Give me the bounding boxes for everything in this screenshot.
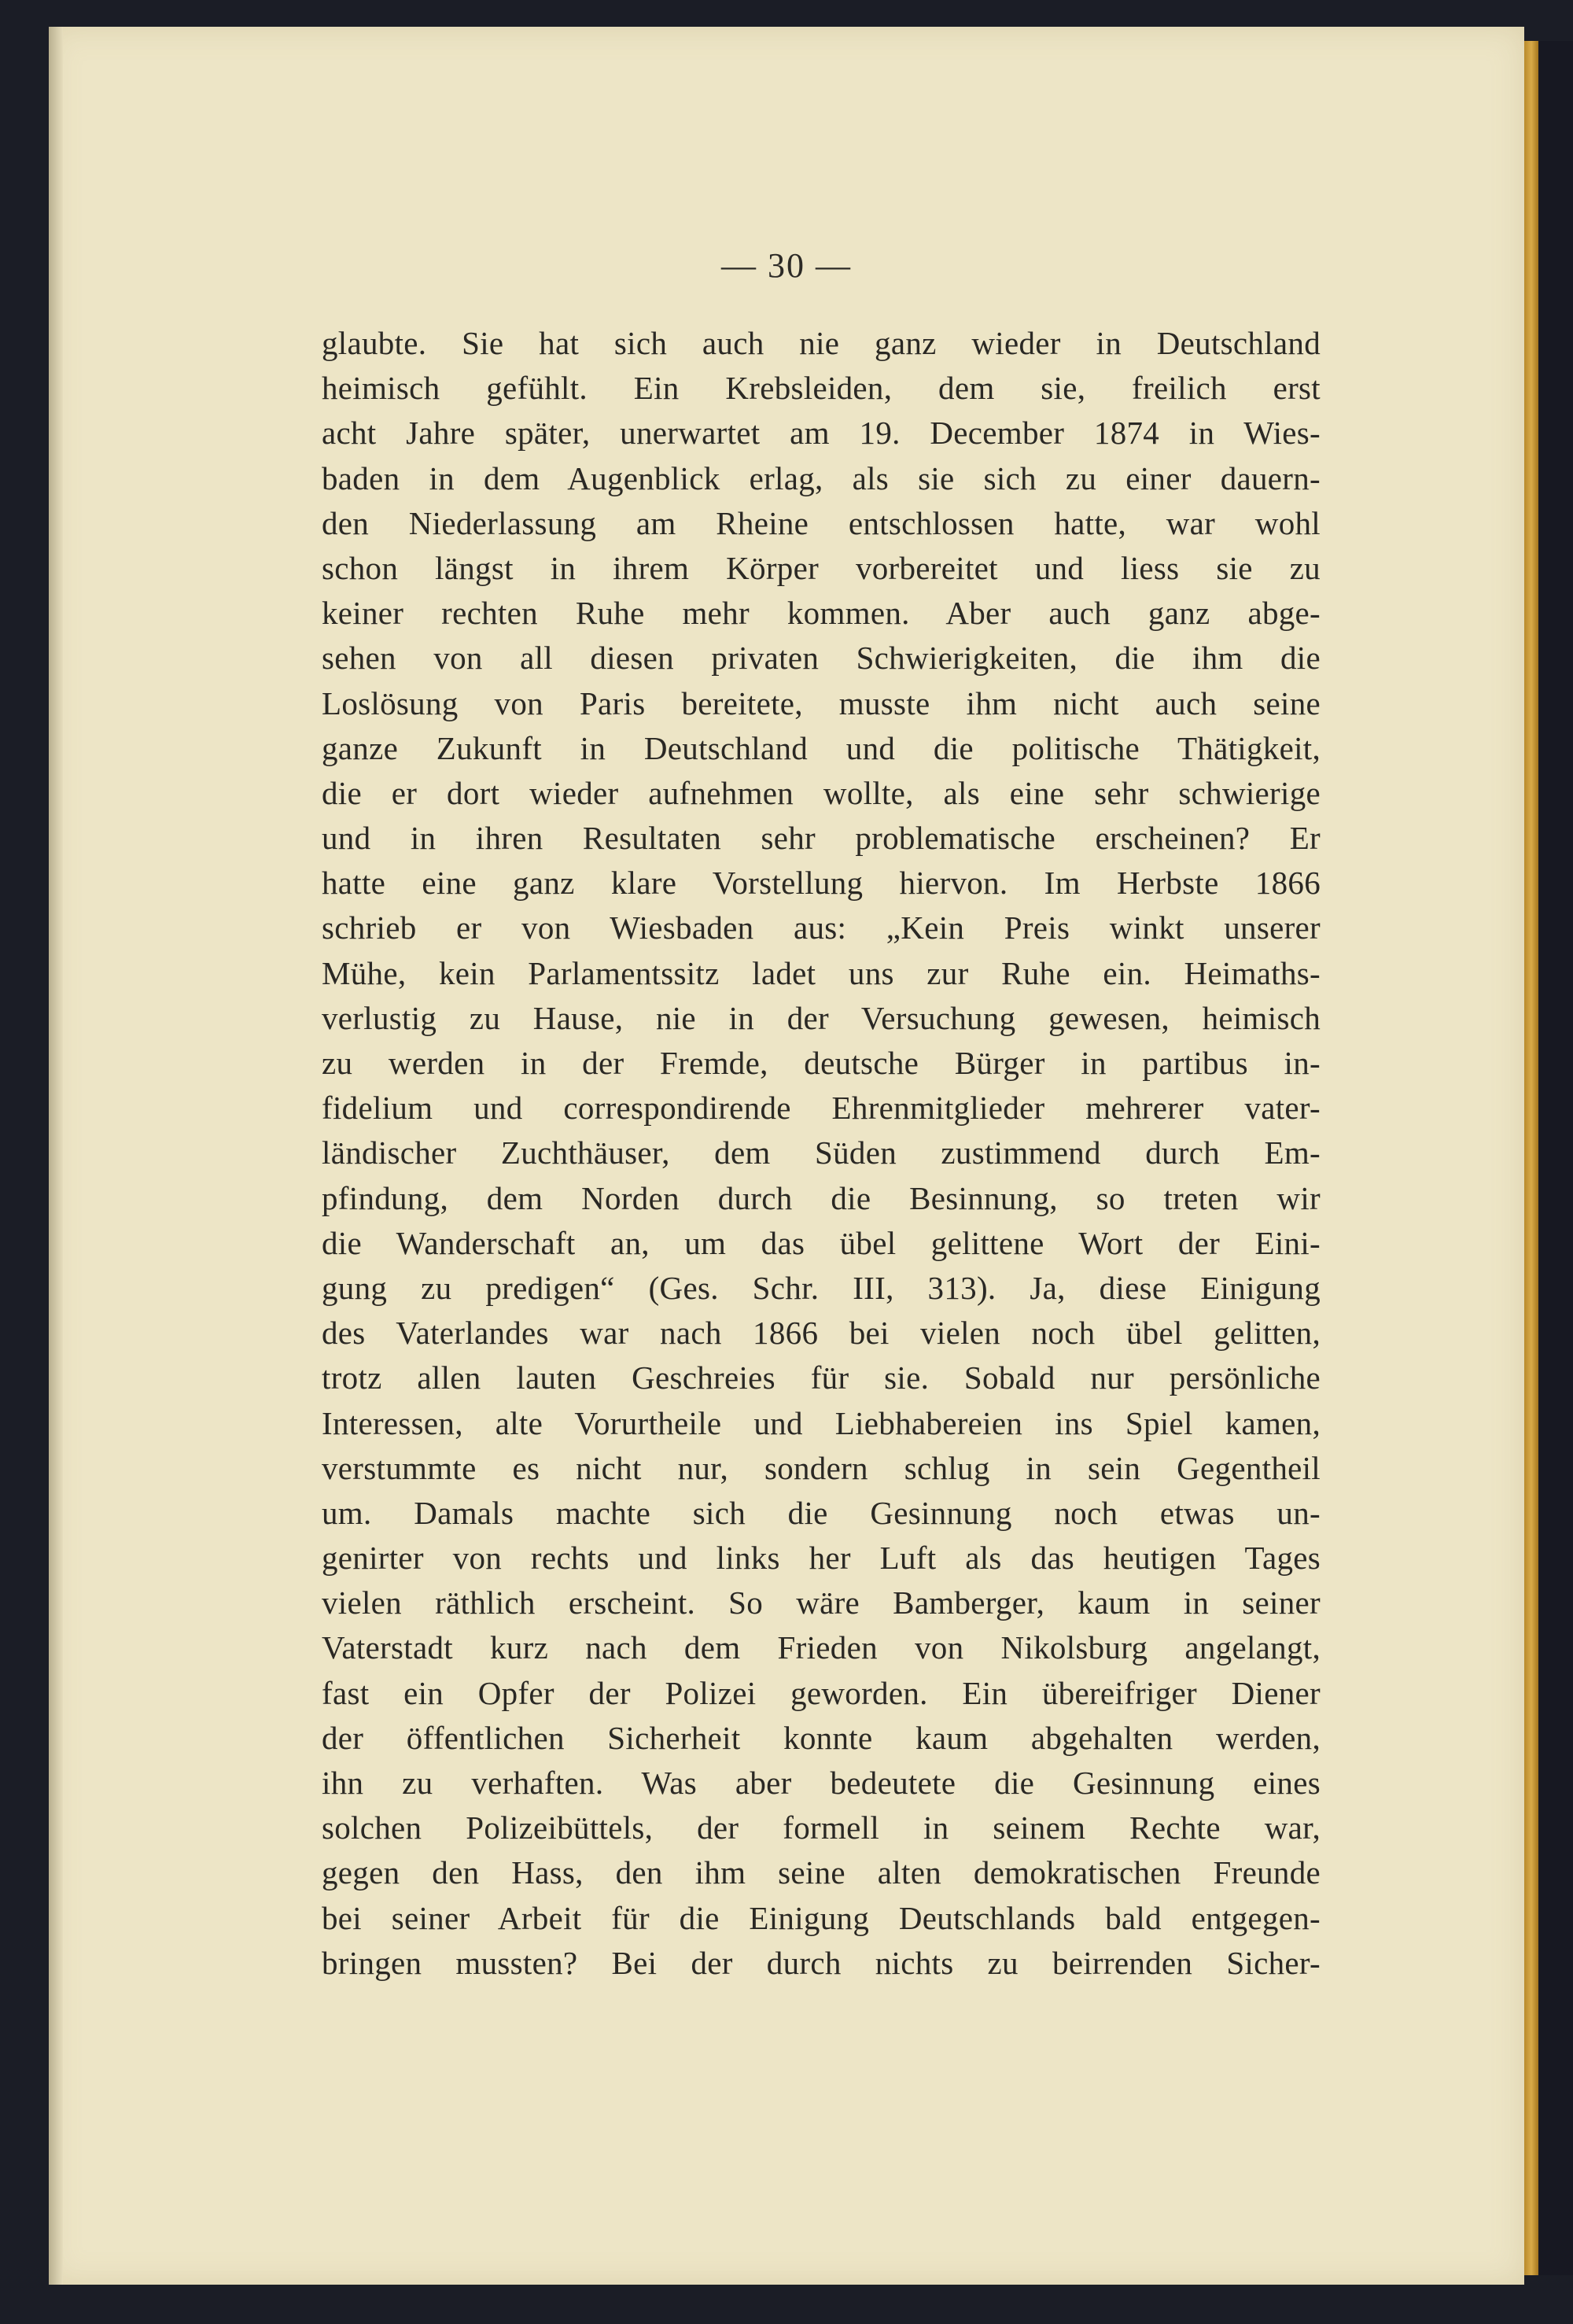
- text-line: trotz allen lauten Geschreies für sie. Sobald nur persönliche: [322, 1359, 1321, 1396]
- text-line: heimisch gefühlt. Ein Krebsleiden, dem sie, freilich erst: [322, 370, 1321, 407]
- text-line: bringen mussten? Bei der durch nichts zu beirrenden Sicher-: [322, 1944, 1321, 1981]
- text-line: und in ihren Resultaten sehr problematische erscheinen? Er: [322, 820, 1321, 857]
- text-line: schon längst in ihrem Körper vorbereitet und liess sie zu: [322, 549, 1321, 586]
- text-line: die er dort wieder aufnehmen wollte, als eine sehr schwierige: [322, 774, 1321, 811]
- page-number: — 30 —: [721, 246, 852, 285]
- scan-background: [1538, 41, 1573, 2275]
- text-line: schrieb er von Wiesbaden aus: „Kein Preis winkt unserer: [322, 909, 1321, 946]
- text-line: baden in dem Augenblick erlag, als sie sich zu einer dauern-: [322, 459, 1321, 496]
- text-line: sehen von all diesen privaten Schwierigkeiten, die ihm die: [322, 640, 1321, 677]
- text-line: solchen Polizeibüttels, der formell in seinem Rechte war,: [322, 1809, 1321, 1846]
- text-line: fidelium und correspondirende Ehrenmitglieder mehrerer vater-: [322, 1090, 1321, 1127]
- text-line: Mühe, kein Parlamentssitz ladet uns zur Ruhe ein. Heimaths-: [322, 954, 1321, 991]
- text-line: keiner rechten Ruhe mehr kommen. Aber auch ganz abge-: [322, 595, 1321, 632]
- body-text: [322, 321, 1321, 1986]
- text-line: des Vaterlandes war nach 1866 bei vielen noch übel gelitten,: [322, 1315, 1321, 1352]
- text-line: hatte eine ganz klare Vorstellung hiervon. Im Herbste 1866: [322, 865, 1321, 902]
- text-line: ländischer Zuchthäuser, dem Süden zustimmend durch Em-: [322, 1134, 1321, 1171]
- text-line: gegen den Hass, den ihm seine alten demokratischen Freunde: [322, 1854, 1321, 1891]
- book-cover-edge: [1524, 41, 1538, 2275]
- text-line: genirter von rechts und links her Luft als das heutigen Tages: [322, 1540, 1321, 1577]
- text-line: Loslösung von Paris bereitete, musste ihm nicht auch seine: [322, 684, 1321, 721]
- text-line: den Niederlassung am Rheine entschlossen hatte, war wohl: [322, 504, 1321, 541]
- text-line: vielen räthlich erscheint. So wäre Bamberger, kaum in seiner: [322, 1584, 1321, 1621]
- page-binding-edge: [49, 27, 63, 2285]
- text-line: pfindung, dem Norden durch die Besinnung, so treten wir: [322, 1179, 1321, 1216]
- text-line: bei seiner Arbeit für die Einigung Deutschlands bald entgegen-: [322, 1899, 1321, 1936]
- text-line: acht Jahre später, unerwartet am 19. December 1874 in Wies-: [322, 415, 1321, 452]
- text-line: ihn zu verhaften. Was aber bedeutete die Gesinnung eines: [322, 1765, 1321, 1801]
- text-line: zu werden in der Fremde, deutsche Bürger in partibus in-: [322, 1045, 1321, 1081]
- text-line: verlustig zu Hause, nie in der Versuchung gewesen, heimisch: [322, 999, 1321, 1036]
- text-line: ganze Zukunft in Deutschland und die politische Thätigkeit,: [322, 729, 1321, 766]
- text-line: gung zu predigen“ (Ges. Schr. III, 313). Ja, diese Einigung: [322, 1269, 1321, 1306]
- text-line: Interessen, alte Vorurtheile und Liebhabereien ins Spiel kamen,: [322, 1404, 1321, 1441]
- text-line: der öffentlichen Sicherheit konnte kaum abgehalten werden,: [322, 1719, 1321, 1756]
- text-line: fast ein Opfer der Polizei geworden. Ein übereifriger Diener: [322, 1674, 1321, 1711]
- text-line: um. Damals machte sich die Gesinnung noch etwas un-: [322, 1494, 1321, 1531]
- text-line: Vaterstadt kurz nach dem Frieden von Nikolsburg angelangt,: [322, 1629, 1321, 1666]
- text-line: verstummte es nicht nur, sondern schlug in sein Gegentheil: [322, 1449, 1321, 1486]
- text-line: glaubte. Sie hat sich auch nie ganz wieder in Deutschland: [322, 325, 1321, 361]
- text-line: die Wanderschaft an, um das übel gelittene Wort der Eini-: [322, 1224, 1321, 1261]
